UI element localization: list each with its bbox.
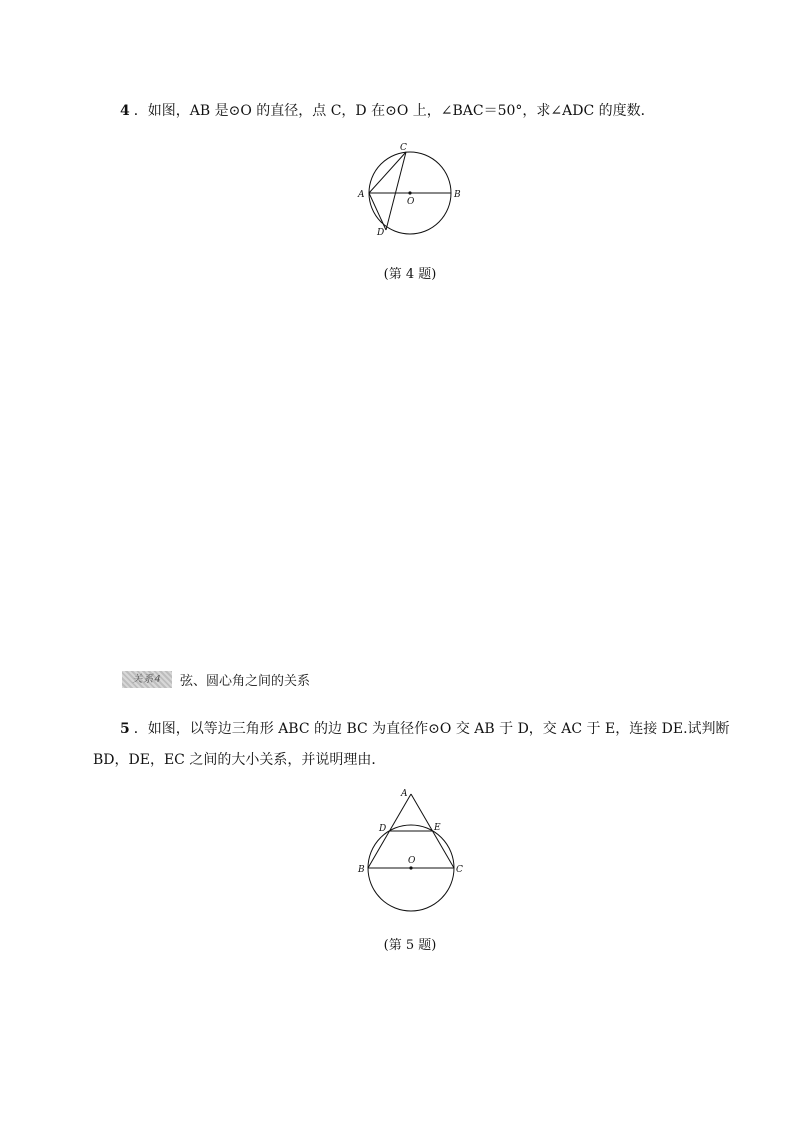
section-badge: 关系4 bbox=[122, 671, 172, 688]
label-c: C bbox=[400, 143, 407, 153]
problem-5-caption: (第 5 题) bbox=[383, 938, 437, 953]
problem-5-statement-line2 bbox=[93, 750, 385, 770]
problem-4-caption: (第 4 题) bbox=[383, 267, 437, 282]
problem-5-text-line1: 如图，以等边三角形 ABC 的边 BC 为直径作⊙O 交 AB 于 D，交 AC 于 E，连接 DE.试判断 bbox=[147, 721, 730, 737]
label-a: A bbox=[358, 190, 365, 200]
center-point bbox=[409, 866, 412, 869]
problem-4-number: 4 bbox=[120, 103, 130, 119]
problem-5-statement-line1: 5 ．如图，以等边三角形 ABC 的边 BC 为直径作⊙O 交 AB 于 D，交 AC 于 E，连接 DE.试判断 bbox=[120, 721, 730, 737]
chord-ad bbox=[369, 193, 386, 230]
label-e: E bbox=[434, 823, 441, 833]
problem-5-number: 5 bbox=[120, 721, 130, 737]
section-header bbox=[122, 669, 310, 689]
label-b: B bbox=[358, 865, 365, 875]
problem-4-statement: 4 ．如图，AB 是⊙O 的直径，点 C，D 在⊙O 上，∠BAC＝50°，求∠ADC 的度数． bbox=[120, 103, 655, 119]
label-o: O bbox=[408, 856, 416, 866]
label-b: B bbox=[454, 190, 461, 200]
problem-4-figure bbox=[352, 140, 472, 250]
problem-4-text: 如图，AB 是⊙O 的直径，点 C，D 在⊙O 上，∠BAC＝50°，求∠ADC 的度数． bbox=[147, 103, 655, 119]
label-d: D bbox=[377, 228, 385, 238]
center-point bbox=[408, 191, 411, 194]
label-d: D bbox=[379, 824, 387, 834]
label-a: A bbox=[401, 789, 408, 799]
label-c: C bbox=[456, 865, 463, 875]
problem-5-figure bbox=[350, 786, 480, 916]
section-title: 弦、圆心角之间的关系 bbox=[180, 673, 311, 689]
label-o: O bbox=[407, 197, 415, 207]
problem-5-text-line2: BD，DE，EC 之间的大小关系，并说明理由． bbox=[93, 752, 386, 768]
